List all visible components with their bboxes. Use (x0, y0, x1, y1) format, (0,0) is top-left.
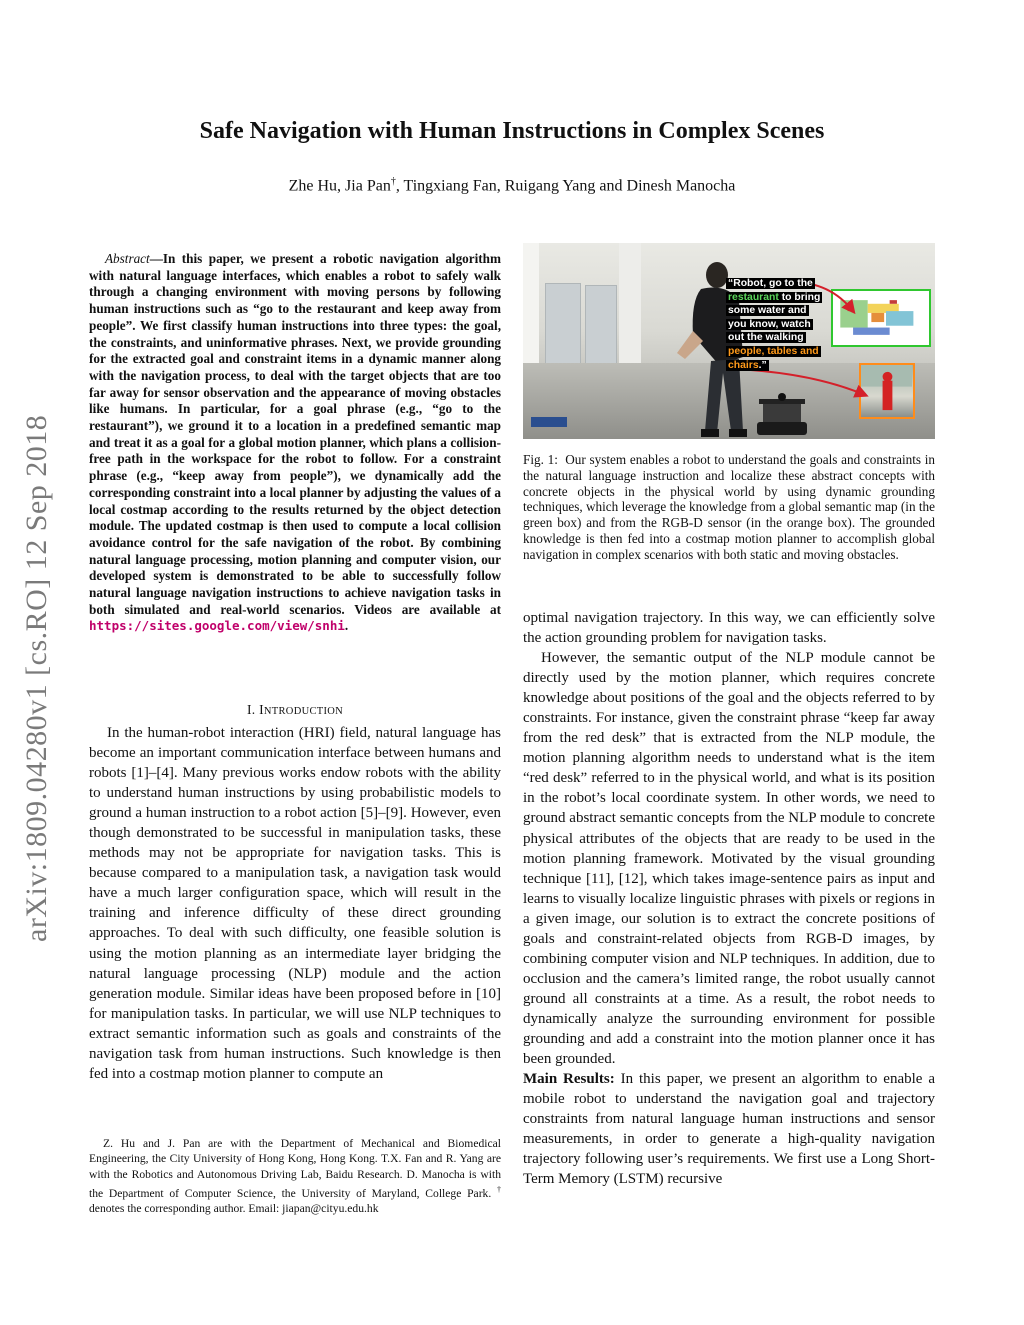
paragraph-continuation: optimal navigation trajectory. In this way, we can efficiently solve the action grounding problem for navigation tasks. (523, 610, 935, 647)
figure-1-caption (523, 452, 935, 562)
abstract (89, 251, 501, 635)
paper-title: Safe Navigation with Human Instructions in Complex Scenes (199, 118, 825, 144)
quote-constraint-word-chairs: chairs (728, 359, 759, 371)
abstract-text: In this paper, we present a robotic navigation algorithm with natural language interfaces, which enables a robot to safely walk through a changing environment with moving persons by following human instructions such as “go to the restaurant and keep away from people”. We first classify human instructions into three types: the goal, the constraints, and uninformative phrases. Next, we provide grounding for the extracted goal and constraint items in a dynamic manner along with the navigation process, to deal with the target objects that are too far away for sensor observation and the appearance of moving obstacles like humans. In particular, for a goal phrase (e.g., “go to the restaurant”), we ground it to a location in a predefined semantic map and treat it as a goal for a global motion planner, which plans a collision-free path in the workspace for the robot to follow. For a constraint phrase (e.g., “keep away from people”), we dynamically add the corresponding constraint into a local planner by adjusting the values of a local costmap according to the results returned by the object detection module. The updated costmap is then used to compute a local collision avoidance control for the safe navigation of the robot. By combining natural language processing, motion planning and computer vision, our developed system is demonstrated to be able to successfully follow natural language navigation instructions to achieve navigation tasks in both simulated and real-world scenarios. Videos are available at (89, 251, 501, 617)
paragraph-main-results (523, 1069, 935, 1189)
section-number: I. (246, 702, 256, 717)
footnote-dagger: † (497, 1185, 501, 1195)
quote-goal-word: restaurant (728, 291, 779, 303)
abstract-dash: — (149, 251, 163, 266)
main-results-text: In this paper, we present an algorithm to enable a mobile robot to understand the navigation goal and trajectory constraints from natural language human instructions and sensor measurements, in order to generate a high-quality navigation trajectory following user’s requirements. We first use a Long Short-Term Memory (LSTM) recursive (523, 1071, 935, 1188)
section-heading-initial: I (259, 702, 264, 717)
authors-part-2: , Tingxiang Fan, Ruigang Yang and Dinesh Manocha (395, 177, 736, 195)
caption-text: Our system enables a robot to understand the goals and constraints in the natural language instruction and localize these abstract concepts with concrete objects in the physical world by using dynamic grounding techniques, which leverage the knowledge from a global semantic map (in the green box) and from the RGB-D sensor (in the orange box). The grounded knowledge is then fed into a costmap motion planner to accomplish global navigation in complex scenarios with both static and moving obstacles. (523, 452, 935, 562)
main-results-label: Main Results: (523, 1071, 615, 1088)
figure-1-image (523, 243, 935, 439)
paragraph-grounding: However, the semantic output of the NLP module cannot be directly used by the motion planner, which requires concrete knowledge about positions of the goal and the objects referred to by constraints. For instance, given the constraint phrase “keep far away from the red desk” that is extracted from the NLP module, the motion planning algorithm needs to understand what is the item “red desk” referred to in the physical world, and what is its position in the robot’s local coordinate system. In other words, we need to ground abstract semantic concepts from the NLP module to concrete physical attributes of the objects that are ready to be used in the motion planning framework. Motivated by the visual grounding technique [11], [12], which takes image-sentence pairs as input and learns to visually localize linguistic phrases with pixels or regions in a given image, our solution is to extract the concrete positions of goals and constraint-related objects from RGB-D images, by combining computer vision and NLP techniques. In addition, due to occlusion and the camera’s limited range, the robot usually cannot ground all constraints at a time. As a result, the robot needs to dynamically analyze the surrounding environment for possible grounding and add a constraint into the motion planner once it has been grounded. (523, 650, 935, 1068)
abstract-period: . (344, 618, 349, 634)
quote-line-5: out the walking (728, 332, 804, 344)
caption-label: Fig. 1: (523, 452, 558, 467)
authors-part-1: Zhe Hu, Jia Pan (288, 177, 391, 195)
instruction-quote (726, 277, 828, 372)
corresponding-dagger: † (390, 176, 396, 187)
section-heading-introduction (89, 702, 501, 718)
quote-end: .” (758, 359, 767, 371)
section-heading-smallcaps: NTRODUCTION (263, 706, 344, 717)
video-link[interactable]: https://sites.google.com/view/snhi (89, 618, 345, 634)
quote-line-3: some water and (728, 305, 807, 317)
quote-line-4: you know, watch (728, 318, 811, 330)
introduction-paragraph: In the human-robot interaction (HRI) field, natural language has become an important communication interface between humans and robots [1]–[4]. Many previous works endow robots with the ability to understand human instructions by using probabilistic models to ground a human instruction to a robot action [5]–[9]. However, even though demonstrated to be successful in manipulation tasks, these methods may not be appropriate for navigation tasks. This is because compared to a manipulation task, a navigation task would have a much larger configuration space, which will result in the training and inference difficulty of these direct grounding approaches. To deal with such difficulty, one feasible solution is using the motion planning as an intermediate layer bridging the natural language processing (NLP) module and the action generation module. Similar ideas have been proposed before in [10] for manipulation tasks. In particular, we will use NLP techniques to extract semantic information such as goals and constraints of the navigation task from human instructions. Such knowledge is then fed into a costmap motion planner to compute an (89, 725, 501, 1082)
footnote-text-end: denotes the corresponding author. Email: jiapan@cityu.edu.hk (89, 1202, 379, 1216)
author-affiliation-footnote (89, 1136, 501, 1217)
quote-line-1: “Robot, go to the (728, 278, 813, 289)
arrow-to-camera (735, 369, 865, 395)
quote-constraint-words: people, tables and (728, 345, 819, 357)
footnote-text: Z. Hu and J. Pan are with the Department of Mechanical and Biomedical Engineering, the City University of Hong Kong, Hong Kong. T.X. Fan and R. Yang are with the Robotics and Autonomous Driving Lab, Baidu Research. D. Manocha is with the Department of Computer Science, the University of Maryland, College Park. (89, 1137, 501, 1201)
author-list (80, 176, 944, 195)
arxiv-identifier: arXiv:1809.04280v1 [cs.RO] 12 Sep 2018 (20, 414, 53, 942)
right-column-body (523, 608, 935, 1189)
abstract-label: Abstract (105, 251, 150, 266)
quote-line-2: to bring (778, 291, 821, 303)
